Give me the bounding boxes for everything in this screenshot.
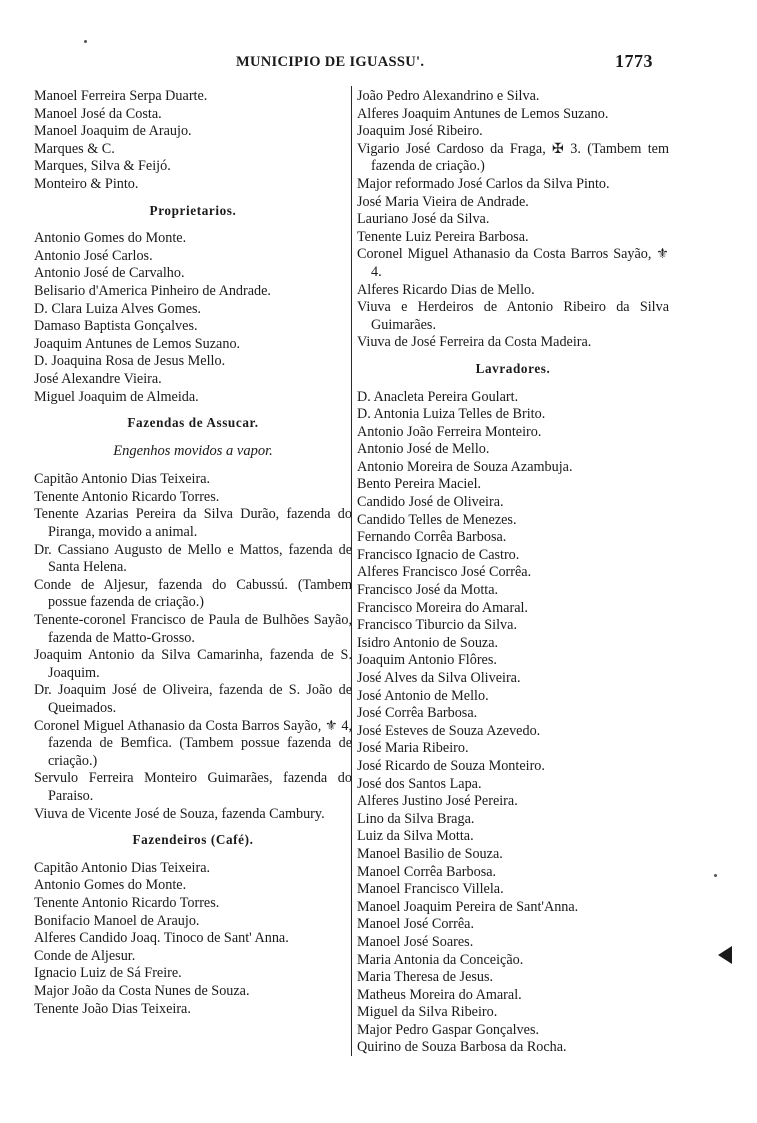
- proprietarios-list: [34, 230, 352, 406]
- list-item: Tenente Antonio Ricardo Torres.: [34, 488, 220, 505]
- list-item: Marques, Silva & Feijó.: [34, 158, 171, 175]
- section-title-fazendas: Fazendas de Assucar.: [127, 415, 259, 431]
- list-item: Antonio José de Mello.: [357, 441, 490, 458]
- list-item: Capitão Antonio Dias Teixeira.: [34, 859, 211, 876]
- lavradores-list: [357, 389, 669, 1058]
- list-item: Monteiro & Pinto.: [34, 175, 139, 192]
- list-item: Maria Theresa de Jesus.: [357, 969, 494, 986]
- list-item: Luiz da Silva Motta.: [357, 828, 474, 845]
- list-item: Manoel Joaquim Pereira de Sant'Anna.: [357, 898, 579, 915]
- list-item: D. Anacleta Pereira Goulart.: [357, 388, 519, 405]
- list-item: Antonio Moreira de Souza Azambuja.: [357, 458, 573, 475]
- list-item: D. Clara Luiza Alves Gomes.: [34, 300, 202, 317]
- list-item: Fernando Corrêa Barbosa.: [357, 529, 507, 546]
- merchants-list: [34, 88, 352, 194]
- list-item: D. Antonia Luiza Telles de Brito.: [357, 406, 546, 423]
- print-speck: [84, 40, 87, 43]
- list-item: Tenente Azarias Pereira da Silva Durão, fazenda do Piranga, movido a animal.: [34, 506, 352, 541]
- list-item: Manoel Ferreira Serpa Duarte.: [34, 88, 208, 104]
- list-item: Miguel da Silva Ribeiro.: [357, 1004, 498, 1021]
- left-column: [34, 88, 352, 1018]
- list-item: José Alves da Silva Oliveira.: [357, 670, 521, 686]
- list-item: Quirino de Souza Barbosa da Rocha.: [357, 1039, 567, 1056]
- list-item: José Esteves de Souza Azevedo.: [357, 722, 541, 739]
- list-item: Major Pedro Gaspar Gonçalves.: [357, 1021, 540, 1038]
- list-item: José dos Santos Lapa.: [357, 775, 482, 792]
- subsection-title-engenhos: Engenhos movidos a vapor.: [113, 442, 273, 459]
- list-item: Antonio José Carlos.: [34, 247, 153, 264]
- list-item: Tenente-coronel Francisco de Paula de Bulhões Sayão, fazenda de Matto-Grosso.: [34, 612, 352, 646]
- list-item: Coronel Miguel Athanasio da Costa Barros Sayão, ⚜ 4.: [357, 246, 669, 280]
- list-item: Viuva de José Ferreira da Costa Madeira.: [357, 334, 592, 351]
- section-title-lavradores: Lavradores.: [475, 360, 551, 376]
- page-number: 1773: [615, 51, 653, 71]
- list-item: Viuva e Herdeiros de Antonio Ribeiro da Silva Guimarães.: [357, 299, 669, 333]
- fazendas-list: [34, 471, 352, 823]
- section-title-fazendeiros: Fazendeiros (Café).: [132, 832, 254, 848]
- list-item: Joaquim José Ribeiro.: [357, 123, 483, 140]
- continued-list: [357, 88, 669, 352]
- list-item: Joaquim Antunes de Lemos Suzano.: [34, 335, 241, 352]
- list-item: José Corrêa Barbosa.: [357, 705, 478, 722]
- list-item: Francisco Ignacio de Castro.: [357, 546, 520, 563]
- list-item: Dr. Joaquim José de Oliveira, fazenda de S. João de Queimados.: [34, 682, 352, 716]
- fazendeiros-list: [34, 860, 352, 1018]
- list-item: Damaso Baptista Gonçalves.: [34, 318, 198, 335]
- list-item: Conde de Aljesur, fazenda do Cabussú. (Tambem possue fazenda de criação.): [34, 576, 352, 611]
- list-item: José Maria Vieira de Andrade.: [357, 193, 529, 210]
- list-item: Manoel Corrêa Barbosa.: [357, 863, 497, 880]
- list-item: Joaquim Antonio da Silva Camarinha, fazenda de S. Joaquim.: [34, 647, 352, 681]
- list-item: Francisco Moreira do Amaral.: [357, 599, 528, 616]
- print-speck: [714, 874, 717, 877]
- list-item: Manoel José da Costa.: [34, 105, 162, 122]
- list-item: Major reformado José Carlos da Silva Pinto.: [357, 175, 610, 192]
- list-item: Antonio Gomes do Monte.: [34, 230, 187, 247]
- list-item: Maria Antonia da Conceição.: [357, 951, 524, 968]
- list-item: Vigario José Cardoso da Fraga, ✠ 3. (Tambem tem fazenda de criação.): [357, 140, 669, 175]
- list-item: Coronel Miguel Athanasio da Costa Barros Sayão, ⚜ 4, fazenda de Bemfica. (Tambem possue fazenda de criação.): [34, 717, 352, 769]
- list-item: Dr. Cassiano Augusto de Mello e Mattos, fazenda de Santa Helena.: [34, 541, 352, 576]
- list-item: Manoel Francisco Villela.: [357, 881, 504, 898]
- list-item: Bonifacio Manoel de Araujo.: [34, 912, 200, 929]
- list-item: Matheus Moreira do Amaral.: [357, 986, 522, 1003]
- list-item: Major João da Costa Nunes de Souza.: [34, 982, 250, 999]
- section-title-proprietarios: Proprietarios.: [149, 202, 237, 218]
- list-item: José Maria Ribeiro.: [357, 740, 469, 757]
- list-item: Alferes Francisco José Corrêa.: [357, 564, 532, 581]
- list-item: Viuva de Vicente José de Souza, fazenda Cambury.: [34, 805, 325, 822]
- list-item: Francisco José da Motta.: [357, 582, 499, 599]
- list-item: Bento Pereira Maciel.: [357, 476, 482, 493]
- list-item: Lino da Silva Braga.: [357, 810, 475, 827]
- list-item: Tenente Antonio Ricardo Torres.: [34, 894, 220, 911]
- list-item: Tenente João Dias Teixeira.: [34, 1000, 191, 1017]
- list-item: Ignacio Luiz de Sá Freire.: [34, 965, 182, 982]
- list-item: Manoel Basilio de Souza.: [357, 845, 503, 862]
- list-item: Antonio João Ferreira Monteiro.: [357, 423, 542, 440]
- list-item: Manoel José Corrêa.: [357, 916, 475, 933]
- list-item: Alferes Candido Joaq. Tinoco de Sant' Anna.: [34, 930, 289, 947]
- list-item: Alferes Ricardo Dias de Mello.: [357, 281, 535, 298]
- list-item: Tenente Luiz Pereira Barbosa.: [357, 228, 529, 245]
- list-item: Candido Telles de Menezes.: [357, 511, 517, 528]
- list-item: Alferes Justino José Pereira.: [357, 793, 518, 810]
- margin-pointer-mark: [718, 946, 732, 964]
- list-item: Marques & C.: [34, 140, 115, 157]
- list-item: Antonio José de Carvalho.: [34, 265, 185, 282]
- list-item: Francisco Tiburcio da Silva.: [357, 617, 517, 634]
- page-header-title: MUNICIPIO DE IGUASSU'.: [236, 54, 425, 70]
- list-item: D. Joaquina Rosa de Jesus Mello.: [34, 353, 226, 370]
- right-column: [357, 88, 669, 1057]
- list-item: Miguel Joaquim de Almeida.: [34, 388, 199, 405]
- list-item: Joaquim Antonio Flôres.: [357, 652, 497, 669]
- list-item: José Alexandre Vieira.: [34, 370, 162, 387]
- list-item: Lauriano José da Silva.: [357, 211, 490, 228]
- list-item: Candido José de Oliveira.: [357, 494, 504, 511]
- list-item: Antonio Gomes do Monte.: [34, 877, 187, 894]
- list-item: Alferes Joaquim Antunes de Lemos Suzano.: [357, 105, 609, 122]
- list-item: José Ricardo de Souza Monteiro.: [357, 757, 545, 774]
- list-item: Conde de Aljesur.: [34, 947, 136, 964]
- list-item: Servulo Ferreira Monteiro Guimarães, fazenda do Paraiso.: [34, 770, 352, 804]
- list-item: João Pedro Alexandrino e Silva.: [357, 88, 540, 104]
- list-item: Manoel Joaquim de Araujo.: [34, 123, 192, 140]
- list-item: Manoel José Soares.: [357, 933, 474, 950]
- list-item: Capitão Antonio Dias Teixeira.: [34, 471, 211, 488]
- list-item: Belisario d'America Pinheiro de Andrade.: [34, 282, 271, 299]
- list-item: José Antonio de Mello.: [357, 687, 489, 704]
- list-item: Isidro Antonio de Souza.: [357, 634, 499, 651]
